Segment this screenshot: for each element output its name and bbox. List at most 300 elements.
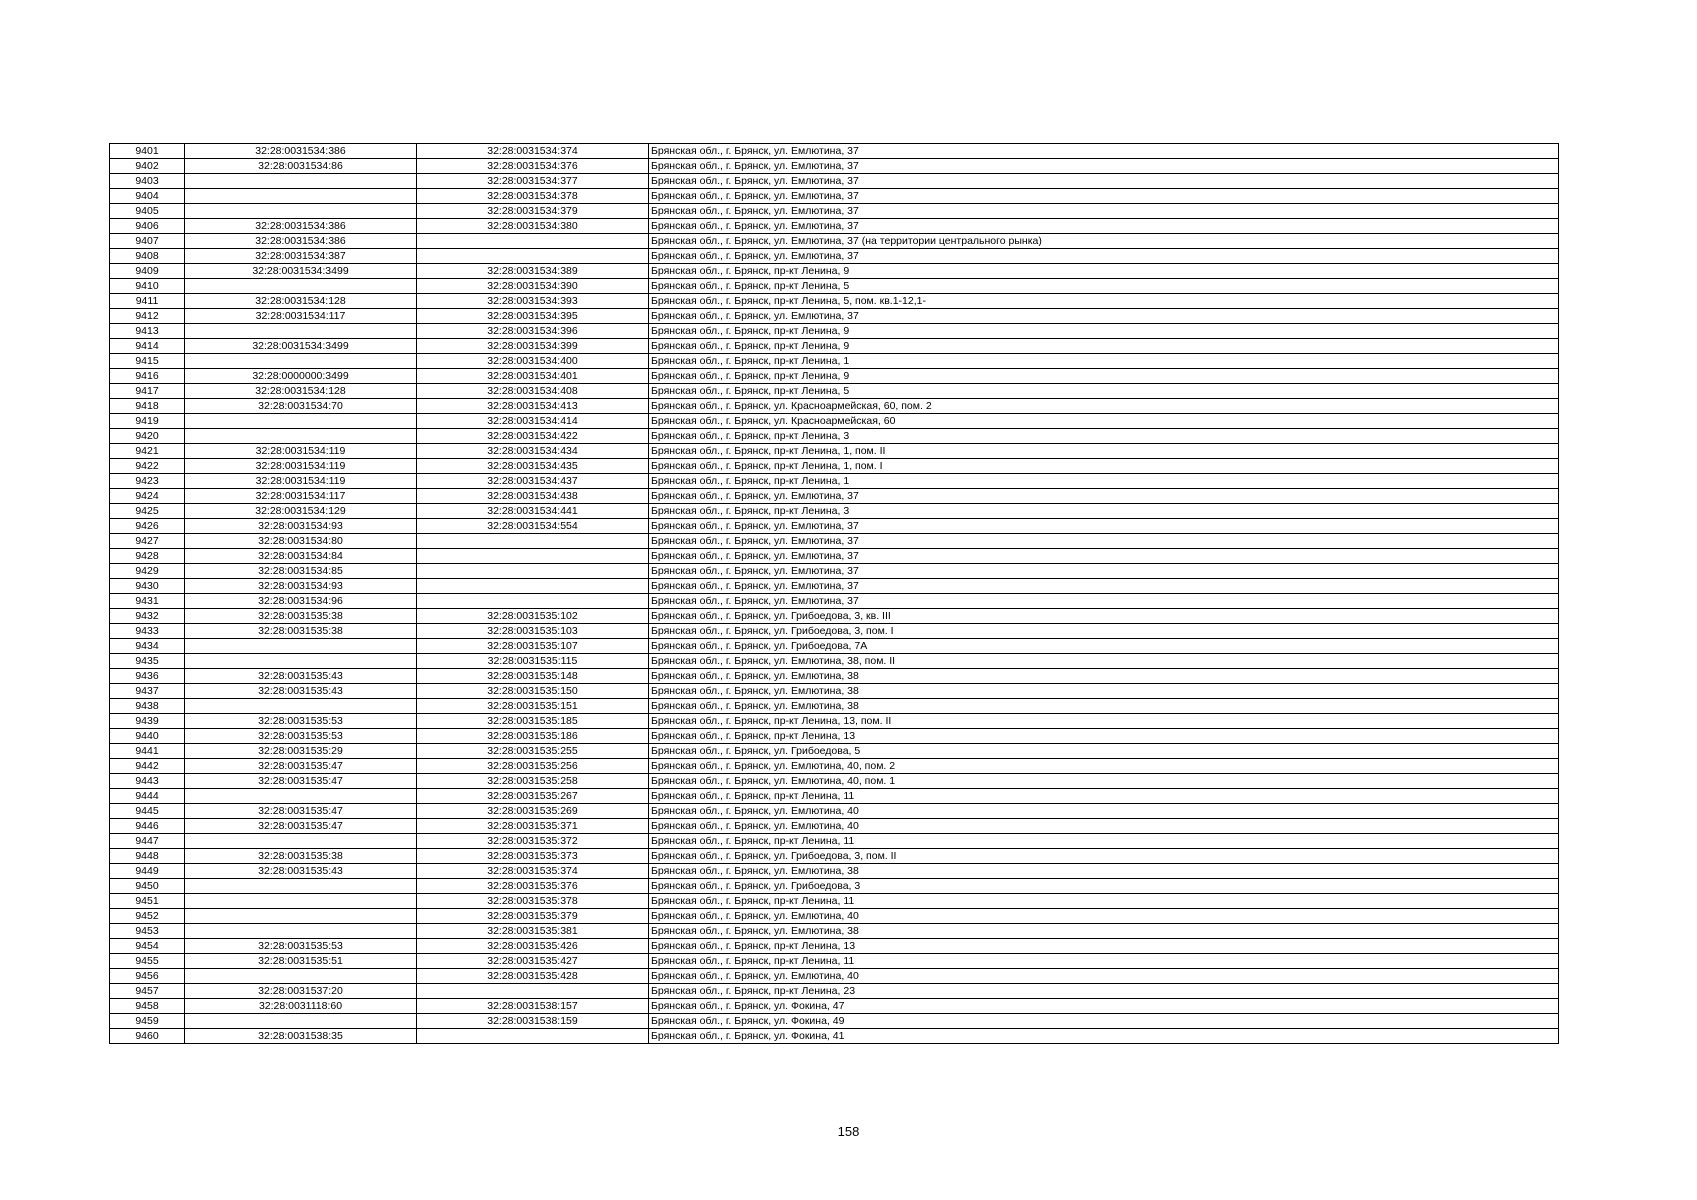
row-number-cell: 9460 <box>110 1029 185 1044</box>
cadastral-number-cell: 32:28:0031535:53 <box>185 939 417 954</box>
address-cell: Брянская обл., г. Брянск, пр-кт Ленина, 13 <box>649 939 1559 954</box>
address-cell: Брянская обл., г. Брянск, ул. Емлютина, 38 <box>649 864 1559 879</box>
table-row <box>110 879 1559 894</box>
row-number-cell: 9438 <box>110 699 185 714</box>
cadastral-number-cell <box>185 834 417 849</box>
row-number-cell: 9458 <box>110 999 185 1014</box>
object-cadastral-number-cell: 32:28:0031534:413 <box>417 399 649 414</box>
object-cadastral-number-cell: 32:28:0031535:185 <box>417 714 649 729</box>
table-row <box>110 534 1559 549</box>
object-cadastral-number-cell: 32:28:0031534:441 <box>417 504 649 519</box>
cadastral-number-cell: 32:28:0031534:3499 <box>185 264 417 279</box>
row-number-cell: 9432 <box>110 609 185 624</box>
object-cadastral-number-cell: 32:28:0031538:157 <box>417 999 649 1014</box>
object-cadastral-number-cell <box>417 594 649 609</box>
table-row <box>110 609 1559 624</box>
cadastral-number-cell: 32:28:0031534:119 <box>185 444 417 459</box>
cadastral-number-cell: 32:28:0031534:117 <box>185 489 417 504</box>
object-cadastral-number-cell: 32:28:0031534:554 <box>417 519 649 534</box>
address-cell: Брянская обл., г. Брянск, ул. Грибоедова, 3, кв. III <box>649 609 1559 624</box>
cadastral-number-cell: 32:28:0031534:128 <box>185 384 417 399</box>
table-row <box>110 894 1559 909</box>
row-number-cell: 9442 <box>110 759 185 774</box>
table-row <box>110 984 1559 999</box>
table-row <box>110 849 1559 864</box>
row-number-cell: 9437 <box>110 684 185 699</box>
address-cell: Брянская обл., г. Брянск, пр-кт Ленина, 1, пом. II <box>649 444 1559 459</box>
cadastral-number-cell: 32:28:0031534:93 <box>185 519 417 534</box>
row-number-cell: 9428 <box>110 549 185 564</box>
cadastral-number-cell: 32:28:0031535:51 <box>185 954 417 969</box>
address-cell: Брянская обл., г. Брянск, пр-кт Ленина, 13, пом. II <box>649 714 1559 729</box>
cadastral-number-cell: 32:28:0031534:96 <box>185 594 417 609</box>
cadastral-number-cell: 32:28:0031534:128 <box>185 294 417 309</box>
object-cadastral-number-cell: 32:28:0031535:371 <box>417 819 649 834</box>
table-row <box>110 1014 1559 1029</box>
row-number-cell: 9423 <box>110 474 185 489</box>
row-number-cell: 9405 <box>110 204 185 219</box>
object-cadastral-number-cell: 32:28:0031535:428 <box>417 969 649 984</box>
table-row <box>110 204 1559 219</box>
object-cadastral-number-cell: 32:28:0031534:400 <box>417 354 649 369</box>
table-row <box>110 789 1559 804</box>
object-cadastral-number-cell: 32:28:0031534:396 <box>417 324 649 339</box>
object-cadastral-number-cell <box>417 549 649 564</box>
object-cadastral-number-cell <box>417 984 649 999</box>
address-cell: Брянская обл., г. Брянск, пр-кт Ленина, 11 <box>649 789 1559 804</box>
address-cell: Брянская обл., г. Брянск, ул. Фокина, 47 <box>649 999 1559 1014</box>
address-cell: Брянская обл., г. Брянск, ул. Емлютина, 40, пом. 1 <box>649 774 1559 789</box>
cadastral-number-cell <box>185 789 417 804</box>
table-row <box>110 1029 1559 1044</box>
cadastral-number-cell <box>185 189 417 204</box>
object-cadastral-number-cell: 32:28:0031535:256 <box>417 759 649 774</box>
table-row <box>110 774 1559 789</box>
row-number-cell: 9401 <box>110 144 185 159</box>
row-number-cell: 9409 <box>110 264 185 279</box>
address-cell: Брянская обл., г. Брянск, пр-кт Ленина, 5 <box>649 384 1559 399</box>
table-row <box>110 489 1559 504</box>
row-number-cell: 9434 <box>110 639 185 654</box>
object-cadastral-number-cell <box>417 564 649 579</box>
cadastral-number-cell: 32:28:0031534:84 <box>185 549 417 564</box>
cadastral-number-cell <box>185 879 417 894</box>
row-number-cell: 9439 <box>110 714 185 729</box>
address-cell: Брянская обл., г. Брянск, ул. Емлютина, 37 <box>649 564 1559 579</box>
table-row <box>110 684 1559 699</box>
cadastral-number-cell: 32:28:0031534:70 <box>185 399 417 414</box>
table-row <box>110 414 1559 429</box>
object-cadastral-number-cell: 32:28:0031535:381 <box>417 924 649 939</box>
object-cadastral-number-cell <box>417 249 649 264</box>
row-number-cell: 9435 <box>110 654 185 669</box>
row-number-cell: 9404 <box>110 189 185 204</box>
cadastral-number-cell: 32:28:0031535:47 <box>185 804 417 819</box>
table-row <box>110 144 1559 159</box>
address-cell: Брянская обл., г. Брянск, пр-кт Ленина, 11 <box>649 954 1559 969</box>
object-cadastral-number-cell: 32:28:0031535:374 <box>417 864 649 879</box>
table-row <box>110 189 1559 204</box>
cadastral-number-cell <box>185 969 417 984</box>
address-cell: Брянская обл., г. Брянск, пр-кт Ленина, 9 <box>649 339 1559 354</box>
cadastral-number-cell: 32:28:0031534:129 <box>185 504 417 519</box>
object-cadastral-number-cell: 32:28:0031534:374 <box>417 144 649 159</box>
address-cell: Брянская обл., г. Брянск, ул. Емлютина, 37 <box>649 309 1559 324</box>
cadastral-number-cell <box>185 1014 417 1029</box>
row-number-cell: 9444 <box>110 789 185 804</box>
cadastral-number-cell: 32:28:0031535:53 <box>185 714 417 729</box>
address-cell: Брянская обл., г. Брянск, ул. Емлютина, 37 <box>649 189 1559 204</box>
table-row <box>110 969 1559 984</box>
table-row <box>110 939 1559 954</box>
table-row <box>110 759 1559 774</box>
object-cadastral-number-cell: 32:28:0031535:426 <box>417 939 649 954</box>
row-number-cell: 9410 <box>110 279 185 294</box>
row-number-cell: 9421 <box>110 444 185 459</box>
table-row <box>110 294 1559 309</box>
table-row <box>110 234 1559 249</box>
cadastral-number-cell: 32:28:0031534:386 <box>185 234 417 249</box>
cadastral-number-cell: 32:28:0031535:53 <box>185 729 417 744</box>
table-row <box>110 729 1559 744</box>
address-cell: Брянская обл., г. Брянск, пр-кт Ленина, 5, пом. кв.1-12,1- <box>649 294 1559 309</box>
address-cell: Брянская обл., г. Брянск, ул. Емлютина, 38, пом. II <box>649 654 1559 669</box>
object-cadastral-number-cell: 32:28:0031535:373 <box>417 849 649 864</box>
row-number-cell: 9406 <box>110 219 185 234</box>
address-cell: Брянская обл., г. Брянск, ул. Грибоедова, 3, пом. II <box>649 849 1559 864</box>
row-number-cell: 9418 <box>110 399 185 414</box>
row-number-cell: 9455 <box>110 954 185 969</box>
object-cadastral-number-cell: 32:28:0031534:389 <box>417 264 649 279</box>
table-row <box>110 399 1559 414</box>
row-number-cell: 9414 <box>110 339 185 354</box>
cadastral-number-cell: 32:28:0031535:43 <box>185 669 417 684</box>
row-number-cell: 9407 <box>110 234 185 249</box>
object-cadastral-number-cell: 32:28:0031534:435 <box>417 459 649 474</box>
row-number-cell: 9430 <box>110 579 185 594</box>
table-row <box>110 324 1559 339</box>
address-cell: Брянская обл., г. Брянск, ул. Фокина, 41 <box>649 1029 1559 1044</box>
row-number-cell: 9429 <box>110 564 185 579</box>
cadastral-number-cell: 32:28:0031534:386 <box>185 144 417 159</box>
row-number-cell: 9431 <box>110 594 185 609</box>
address-cell: Брянская обл., г. Брянск, пр-кт Ленина, 23 <box>649 984 1559 999</box>
row-number-cell: 9445 <box>110 804 185 819</box>
row-number-cell: 9453 <box>110 924 185 939</box>
row-number-cell: 9426 <box>110 519 185 534</box>
cadastral-number-cell: 32:28:0031535:38 <box>185 609 417 624</box>
object-cadastral-number-cell: 32:28:0031535:103 <box>417 624 649 639</box>
object-cadastral-number-cell: 32:28:0031535:378 <box>417 894 649 909</box>
object-cadastral-number-cell: 32:28:0031534:393 <box>417 294 649 309</box>
table-row <box>110 714 1559 729</box>
table-row <box>110 429 1559 444</box>
row-number-cell: 9441 <box>110 744 185 759</box>
row-number-cell: 9447 <box>110 834 185 849</box>
table-row <box>110 309 1559 324</box>
address-cell: Брянская обл., г. Брянск, ул. Емлютина, 37 <box>649 519 1559 534</box>
cadastral-number-cell: 32:28:0031535:38 <box>185 624 417 639</box>
table-row <box>110 864 1559 879</box>
address-cell: Брянская обл., г. Брянск, ул. Емлютина, 40, пом. 2 <box>649 759 1559 774</box>
address-cell: Брянская обл., г. Брянск, ул. Емлютина, 37 (на территории центрального рынка) <box>649 234 1559 249</box>
address-cell: Брянская обл., г. Брянск, пр-кт Ленина, 1 <box>649 474 1559 489</box>
cadastral-number-cell: 32:28:0031534:387 <box>185 249 417 264</box>
object-cadastral-number-cell: 32:28:0031534:401 <box>417 369 649 384</box>
address-cell: Брянская обл., г. Брянск, ул. Емлютина, 37 <box>649 204 1559 219</box>
address-cell: Брянская обл., г. Брянск, пр-кт Ленина, 1 <box>649 354 1559 369</box>
cadastral-number-cell: 32:28:0031534:386 <box>185 219 417 234</box>
object-cadastral-number-cell: 32:28:0031535:427 <box>417 954 649 969</box>
address-cell: Брянская обл., г. Брянск, пр-кт Ленина, 1, пом. I <box>649 459 1559 474</box>
cadastral-number-cell: 32:28:0000000:3499 <box>185 369 417 384</box>
object-cadastral-number-cell: 32:28:0031535:102 <box>417 609 649 624</box>
cadastral-number-cell: 32:28:0031534:119 <box>185 474 417 489</box>
cadastral-number-cell: 32:28:0031535:47 <box>185 819 417 834</box>
object-cadastral-number-cell: 32:28:0031535:107 <box>417 639 649 654</box>
row-number-cell: 9420 <box>110 429 185 444</box>
address-cell: Брянская обл., г. Брянск, ул. Емлютина, 37 <box>649 249 1559 264</box>
address-cell: Брянская обл., г. Брянск, пр-кт Ленина, 9 <box>649 264 1559 279</box>
row-number-cell: 9424 <box>110 489 185 504</box>
row-number-cell: 9402 <box>110 159 185 174</box>
cadastral-number-cell <box>185 354 417 369</box>
address-cell: Брянская обл., г. Брянск, ул. Емлютина, 37 <box>649 579 1559 594</box>
address-cell: Брянская обл., г. Брянск, ул. Емлютина, 38 <box>649 684 1559 699</box>
table-row <box>110 654 1559 669</box>
object-cadastral-number-cell: 32:28:0031535:258 <box>417 774 649 789</box>
address-cell: Брянская обл., г. Брянск, ул. Красноармейская, 60, пом. 2 <box>649 399 1559 414</box>
address-cell: Брянская обл., г. Брянск, ул. Емлютина, 37 <box>649 144 1559 159</box>
address-cell: Брянская обл., г. Брянск, ул. Емлютина, 37 <box>649 534 1559 549</box>
object-cadastral-number-cell: 32:28:0031534:434 <box>417 444 649 459</box>
row-number-cell: 9422 <box>110 459 185 474</box>
table-row <box>110 474 1559 489</box>
object-cadastral-number-cell: 32:28:0031534:376 <box>417 159 649 174</box>
table-row <box>110 339 1559 354</box>
object-cadastral-number-cell <box>417 1029 649 1044</box>
address-cell: Брянская обл., г. Брянск, ул. Емлютина, 40 <box>649 969 1559 984</box>
row-number-cell: 9449 <box>110 864 185 879</box>
object-cadastral-number-cell: 32:28:0031535:267 <box>417 789 649 804</box>
cadastral-number-cell: 32:28:0031535:43 <box>185 864 417 879</box>
address-cell: Брянская обл., г. Брянск, ул. Красноармейская, 60 <box>649 414 1559 429</box>
object-cadastral-number-cell: 32:28:0031534:399 <box>417 339 649 354</box>
address-cell: Брянская обл., г. Брянск, пр-кт Ленина, 11 <box>649 834 1559 849</box>
address-cell: Брянская обл., г. Брянск, ул. Емлютина, 40 <box>649 804 1559 819</box>
table-row <box>110 744 1559 759</box>
row-number-cell: 9416 <box>110 369 185 384</box>
cadastral-number-cell <box>185 639 417 654</box>
row-number-cell: 9436 <box>110 669 185 684</box>
object-cadastral-number-cell: 32:28:0031535:115 <box>417 654 649 669</box>
row-number-cell: 9433 <box>110 624 185 639</box>
address-cell: Брянская обл., г. Брянск, ул. Грибоедова, 7А <box>649 639 1559 654</box>
row-number-cell: 9408 <box>110 249 185 264</box>
row-number-cell: 9419 <box>110 414 185 429</box>
table-row <box>110 639 1559 654</box>
cadastral-number-cell: 32:28:0031534:3499 <box>185 339 417 354</box>
address-cell: Брянская обл., г. Брянск, ул. Емлютина, 40 <box>649 819 1559 834</box>
object-cadastral-number-cell: 32:28:0031534:380 <box>417 219 649 234</box>
cadastral-number-cell: 32:28:0031535:47 <box>185 774 417 789</box>
object-cadastral-number-cell: 32:28:0031534:422 <box>417 429 649 444</box>
cadastral-number-cell <box>185 654 417 669</box>
cadastral-number-cell <box>185 924 417 939</box>
object-cadastral-number-cell: 32:28:0031535:379 <box>417 909 649 924</box>
address-cell: Брянская обл., г. Брянск, ул. Фокина, 49 <box>649 1014 1559 1029</box>
cadastral-number-cell: 32:28:0031535:43 <box>185 684 417 699</box>
object-cadastral-number-cell: 32:28:0031534:438 <box>417 489 649 504</box>
row-number-cell: 9448 <box>110 849 185 864</box>
cadastral-number-cell: 32:28:0031534:117 <box>185 309 417 324</box>
table-row <box>110 669 1559 684</box>
object-cadastral-number-cell: 32:28:0031534:378 <box>417 189 649 204</box>
address-cell: Брянская обл., г. Брянск, ул. Грибоедова, 3, пом. I <box>649 624 1559 639</box>
row-number-cell: 9403 <box>110 174 185 189</box>
object-cadastral-number-cell: 32:28:0031535:372 <box>417 834 649 849</box>
address-cell: Брянская обл., г. Брянск, пр-кт Ленина, 9 <box>649 369 1559 384</box>
table-row <box>110 954 1559 969</box>
row-number-cell: 9451 <box>110 894 185 909</box>
row-number-cell: 9454 <box>110 939 185 954</box>
address-cell: Брянская обл., г. Брянск, пр-кт Ленина, 5 <box>649 279 1559 294</box>
table-row <box>110 459 1559 474</box>
address-cell: Брянская обл., г. Брянск, пр-кт Ленина, 11 <box>649 894 1559 909</box>
address-cell: Брянская обл., г. Брянск, ул. Емлютина, 37 <box>649 159 1559 174</box>
table-row <box>110 279 1559 294</box>
object-cadastral-number-cell: 32:28:0031535:148 <box>417 669 649 684</box>
address-cell: Брянская обл., г. Брянск, пр-кт Ленина, 3 <box>649 429 1559 444</box>
cadastral-number-cell: 32:28:0031534:80 <box>185 534 417 549</box>
row-number-cell: 9425 <box>110 504 185 519</box>
table-row <box>110 999 1559 1014</box>
object-cadastral-number-cell: 32:28:0031535:186 <box>417 729 649 744</box>
object-cadastral-number-cell: 32:28:0031538:159 <box>417 1014 649 1029</box>
cadastral-number-cell: 32:28:0031535:47 <box>185 759 417 774</box>
cadastral-number-cell: 32:28:0031534:85 <box>185 564 417 579</box>
row-number-cell: 9427 <box>110 534 185 549</box>
object-cadastral-number-cell: 32:28:0031534:408 <box>417 384 649 399</box>
object-cadastral-number-cell: 32:28:0031534:390 <box>417 279 649 294</box>
cadastral-number-cell: 32:28:0031538:35 <box>185 1029 417 1044</box>
object-cadastral-number-cell: 32:28:0031534:437 <box>417 474 649 489</box>
address-cell: Брянская обл., г. Брянск, пр-кт Ленина, 9 <box>649 324 1559 339</box>
object-cadastral-number-cell: 32:28:0031535:255 <box>417 744 649 759</box>
row-number-cell: 9417 <box>110 384 185 399</box>
object-cadastral-number-cell: 32:28:0031535:269 <box>417 804 649 819</box>
cadastral-number-cell: 32:28:0031534:86 <box>185 159 417 174</box>
cadastral-number-cell <box>185 894 417 909</box>
row-number-cell: 9440 <box>110 729 185 744</box>
object-cadastral-number-cell: 32:28:0031535:376 <box>417 879 649 894</box>
row-number-cell: 9446 <box>110 819 185 834</box>
address-cell: Брянская обл., г. Брянск, пр-кт Ленина, 3 <box>649 504 1559 519</box>
row-number-cell: 9459 <box>110 1014 185 1029</box>
cadastral-number-cell <box>185 204 417 219</box>
object-cadastral-number-cell: 32:28:0031534:377 <box>417 174 649 189</box>
address-cell: Брянская обл., г. Брянск, ул. Емлютина, 37 <box>649 174 1559 189</box>
address-cell: Брянская обл., г. Брянск, ул. Емлютина, 38 <box>649 669 1559 684</box>
address-cell: Брянская обл., г. Брянск, ул. Емлютина, 37 <box>649 489 1559 504</box>
cadastral-number-cell <box>185 414 417 429</box>
row-number-cell: 9450 <box>110 879 185 894</box>
address-cell: Брянская обл., г. Брянск, ул. Грибоедова, 5 <box>649 744 1559 759</box>
table-row <box>110 219 1559 234</box>
table-row <box>110 579 1559 594</box>
table-row <box>110 564 1559 579</box>
object-cadastral-number-cell <box>417 534 649 549</box>
cadastral-number-cell <box>185 324 417 339</box>
table-row <box>110 174 1559 189</box>
table-row <box>110 159 1559 174</box>
object-cadastral-number-cell: 32:28:0031534:379 <box>417 204 649 219</box>
cadastral-number-cell <box>185 429 417 444</box>
object-cadastral-number-cell: 32:28:0031534:395 <box>417 309 649 324</box>
table-row <box>110 384 1559 399</box>
data-table <box>109 143 1559 1044</box>
table-row <box>110 699 1559 714</box>
table-row <box>110 819 1559 834</box>
object-cadastral-number-cell: 32:28:0031535:150 <box>417 684 649 699</box>
cadastral-number-cell <box>185 174 417 189</box>
cadastral-number-cell <box>185 909 417 924</box>
address-cell: Брянская обл., г. Брянск, ул. Емлютина, 40 <box>649 909 1559 924</box>
table-row <box>110 369 1559 384</box>
row-number-cell: 9412 <box>110 309 185 324</box>
table-row <box>110 804 1559 819</box>
row-number-cell: 9457 <box>110 984 185 999</box>
cadastral-number-cell <box>185 279 417 294</box>
table-row <box>110 354 1559 369</box>
cadastral-number-cell: 32:28:0031535:38 <box>185 849 417 864</box>
address-cell: Брянская обл., г. Брянск, ул. Емлютина, 37 <box>649 219 1559 234</box>
table-body <box>110 144 1559 1044</box>
table-row <box>110 924 1559 939</box>
cadastral-number-cell: 32:28:0031534:119 <box>185 459 417 474</box>
row-number-cell: 9456 <box>110 969 185 984</box>
address-cell: Брянская обл., г. Брянск, ул. Емлютина, 37 <box>649 549 1559 564</box>
cadastral-number-cell: 32:28:0031118:60 <box>185 999 417 1014</box>
table-row <box>110 549 1559 564</box>
table-row <box>110 264 1559 279</box>
row-number-cell: 9411 <box>110 294 185 309</box>
object-cadastral-number-cell <box>417 579 649 594</box>
address-cell: Брянская обл., г. Брянск, пр-кт Ленина, 13 <box>649 729 1559 744</box>
cadastral-number-cell <box>185 699 417 714</box>
table-row <box>110 834 1559 849</box>
address-cell: Брянская обл., г. Брянск, ул. Емлютина, 38 <box>649 699 1559 714</box>
table-row <box>110 624 1559 639</box>
row-number-cell: 9413 <box>110 324 185 339</box>
cadastral-number-cell: 32:28:0031534:93 <box>185 579 417 594</box>
table-row <box>110 504 1559 519</box>
table-row <box>110 594 1559 609</box>
row-number-cell: 9443 <box>110 774 185 789</box>
table-row <box>110 444 1559 459</box>
table-row <box>110 909 1559 924</box>
table-row <box>110 249 1559 264</box>
object-cadastral-number-cell <box>417 234 649 249</box>
page-number: 158 <box>837 1124 860 1139</box>
address-cell: Брянская обл., г. Брянск, ул. Емлютина, 38 <box>649 924 1559 939</box>
object-cadastral-number-cell: 32:28:0031534:414 <box>417 414 649 429</box>
cadastral-number-cell: 32:28:0031537:20 <box>185 984 417 999</box>
address-cell: Брянская обл., г. Брянск, ул. Грибоедова, 3 <box>649 879 1559 894</box>
row-number-cell: 9452 <box>110 909 185 924</box>
object-cadastral-number-cell: 32:28:0031535:151 <box>417 699 649 714</box>
row-number-cell: 9415 <box>110 354 185 369</box>
